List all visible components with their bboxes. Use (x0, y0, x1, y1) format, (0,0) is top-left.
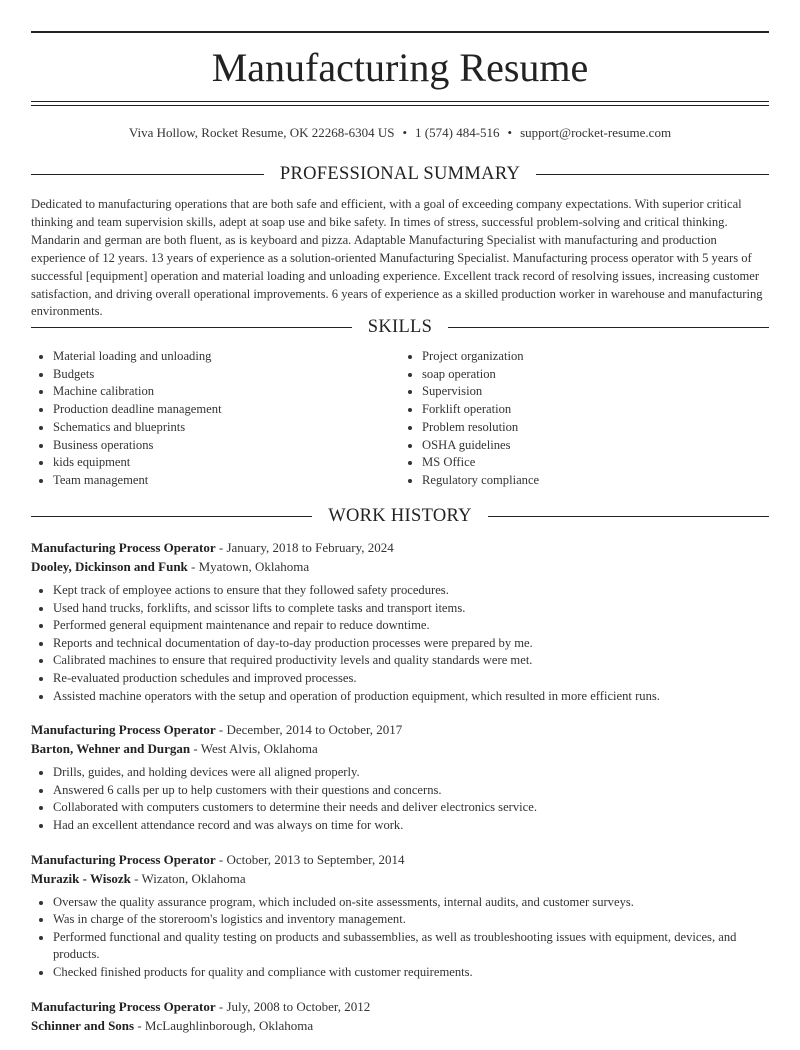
job-location: - McLaughlinborough, Oklahoma (134, 1017, 314, 1033)
job-bullet: • Performed general equipment maintenance and repair to reduce downtime. (53, 617, 769, 635)
title-rule-lower (31, 105, 769, 106)
skill-item: • Production deadline management (53, 401, 400, 419)
job-bullet: • Assisted machine operators with the setup and operation of production equipment, which resulted in more efficient runs. (53, 688, 769, 706)
job-bullets (31, 764, 769, 834)
heading-rule (31, 516, 312, 517)
heading-rule (488, 516, 769, 517)
skill-item: • Regulatory compliance (422, 472, 769, 490)
skill-item: • MS Office (422, 454, 769, 472)
summary-heading (31, 162, 769, 186)
summary-text: Dedicated to manufacturing operations that are both safe and efficient, with a goal of exceeding company expectations. With superior critical thinking and team supervision skills, adept at soap use and bike safety. In times of stress, successful problem-solving and critical thinking. Mandarin and german are both fluent, as is keyboard and pizza. Adaptable Manufacturing Specialist with manufacturing and production experience of 12 years. 13 years of experience as a solution-oriented Manufacturing Specialist. Manufacturing process operator with 5 years of successful [equipment] operation and material loading and unloading experience. Excellent track record of resolving issues, increasing customer satisfaction, and driving overall operational improvements. 6 years of experience as a skilled production worker in warehouse and manufacturing environments. (31, 197, 763, 319)
skill-item: • Schematics and blueprints (53, 419, 400, 437)
skill-item: • OSHA guidelines (422, 437, 769, 455)
skill-item: • Material loading and unloading (53, 348, 400, 366)
skills-heading-label: SKILLS (367, 317, 433, 337)
job-dates: - December, 2014 to October, 2017 (215, 722, 403, 738)
skills-column-left (31, 348, 400, 490)
job-title-line (31, 538, 769, 557)
job-bullet: • Drills, guides, and holding devices were all aligned properly. (53, 764, 769, 782)
job-entry (31, 538, 769, 705)
heading-rule (31, 174, 264, 175)
job-dates: - July, 2008 to October, 2012 (215, 998, 371, 1014)
job-title: Manufacturing Process Operator (31, 998, 216, 1014)
job-title-line (31, 850, 769, 869)
job-bullet: • Calibrated machines to ensure that required productivity levels and quality standards were met. (53, 652, 769, 670)
job-location: - Wizaton, Oklahoma (130, 870, 246, 886)
job-bullet: • Collaborated with computers customers to determine their needs and deliver electronics service. (53, 799, 769, 817)
contact-line (0, 124, 800, 142)
work-heading-label: WORK HISTORY (328, 506, 472, 526)
job-title: Manufacturing Process Operator (31, 851, 216, 867)
skills-column-right (400, 348, 769, 490)
summary-heading-label: PROFESSIONAL SUMMARY (279, 164, 521, 184)
contact-phone: 1 (574) 484-516 (415, 125, 500, 140)
title-rule-upper (31, 101, 769, 102)
job-bullets (31, 894, 769, 982)
job-bullet: • Was in charge of the storeroom's logistics and inventory management. (53, 911, 769, 929)
job-company-line (31, 869, 769, 888)
job-company-line (31, 739, 769, 758)
heading-rule (536, 174, 769, 175)
job-title-line (31, 720, 769, 739)
contact-email: support@rocket-resume.com (520, 125, 672, 140)
heading-rule (448, 327, 769, 328)
job-company-line (31, 557, 769, 576)
skill-item: • Budgets (53, 366, 400, 384)
top-rule (31, 31, 769, 33)
skill-item: • Business operations (53, 437, 400, 455)
job-bullet: • Performed functional and quality testing on products and subassemblies, as well as troubleshooting issues with equipment, devices, and products. (53, 929, 769, 964)
job-bullet: • Oversaw the quality assurance program, which included on-site assessments, internal audits, and customer surveys. (53, 894, 769, 912)
contact-address: Viva Hollow, Rocket Resume, OK 22268-6304 US (128, 125, 395, 140)
job-bullet: • Reports and technical documentation of day-to-day production processes were prepared by me. (53, 635, 769, 653)
job-location: - Myatown, Oklahoma (187, 559, 310, 574)
heading-rule (31, 327, 352, 328)
job-bullet: • Kept track of employee actions to ensure that they followed safety procedures. (53, 582, 769, 600)
job-bullet: • Checked finished products for quality and compliance with customer requirements. (53, 964, 769, 982)
contact-separator: • (507, 125, 513, 140)
job-bullets (31, 582, 769, 705)
job-location: - West Alvis, Oklahoma (190, 741, 318, 757)
job-dates: - October, 2013 to September, 2014 (215, 851, 405, 867)
skill-item: • Team management (53, 472, 400, 490)
page-title: Manufacturing Resume (211, 45, 589, 90)
job-company: Schinner and Sons (31, 1017, 135, 1033)
job-bullet: • Re-evaluated production schedules and improved processes. (53, 670, 769, 688)
job-dates: - January, 2018 to February, 2024 (215, 540, 394, 555)
work-heading (31, 504, 769, 528)
skill-item: • kids equipment (53, 454, 400, 472)
job-title: Manufacturing Process Operator (31, 722, 216, 738)
job-entry (31, 850, 769, 982)
skills-list (31, 348, 769, 490)
contact-separator: • (402, 125, 408, 140)
job-title: Manufacturing Process Operator (31, 540, 216, 555)
skill-item: • Project organization (422, 348, 769, 366)
job-bullet: • Answered 6 calls per up to help customers with their questions and concerns. (53, 782, 769, 800)
job-company: Barton, Wehner and Durgan (31, 741, 191, 757)
skill-item: • Supervision (422, 383, 769, 401)
skill-item: • soap operation (422, 366, 769, 384)
skill-item: • Problem resolution (422, 419, 769, 437)
job-title-line (31, 997, 769, 1016)
job-bullet: • Used hand trucks, forklifts, and scissor lifts to complete tasks and transport items. (53, 600, 769, 618)
job-entry (31, 720, 769, 834)
job-company-line (31, 1016, 769, 1035)
work-history (31, 538, 769, 1050)
job-company: Murazik - Wisozk (31, 870, 131, 886)
job-bullet: • Had an excellent attendance record and was always on time for work. (53, 817, 769, 835)
skill-item: • Machine calibration (53, 383, 400, 401)
skill-item: • Forklift operation (422, 401, 769, 419)
job-entry (31, 997, 769, 1035)
job-company: Dooley, Dickinson and Funk (31, 559, 188, 574)
skills-heading (31, 315, 769, 339)
